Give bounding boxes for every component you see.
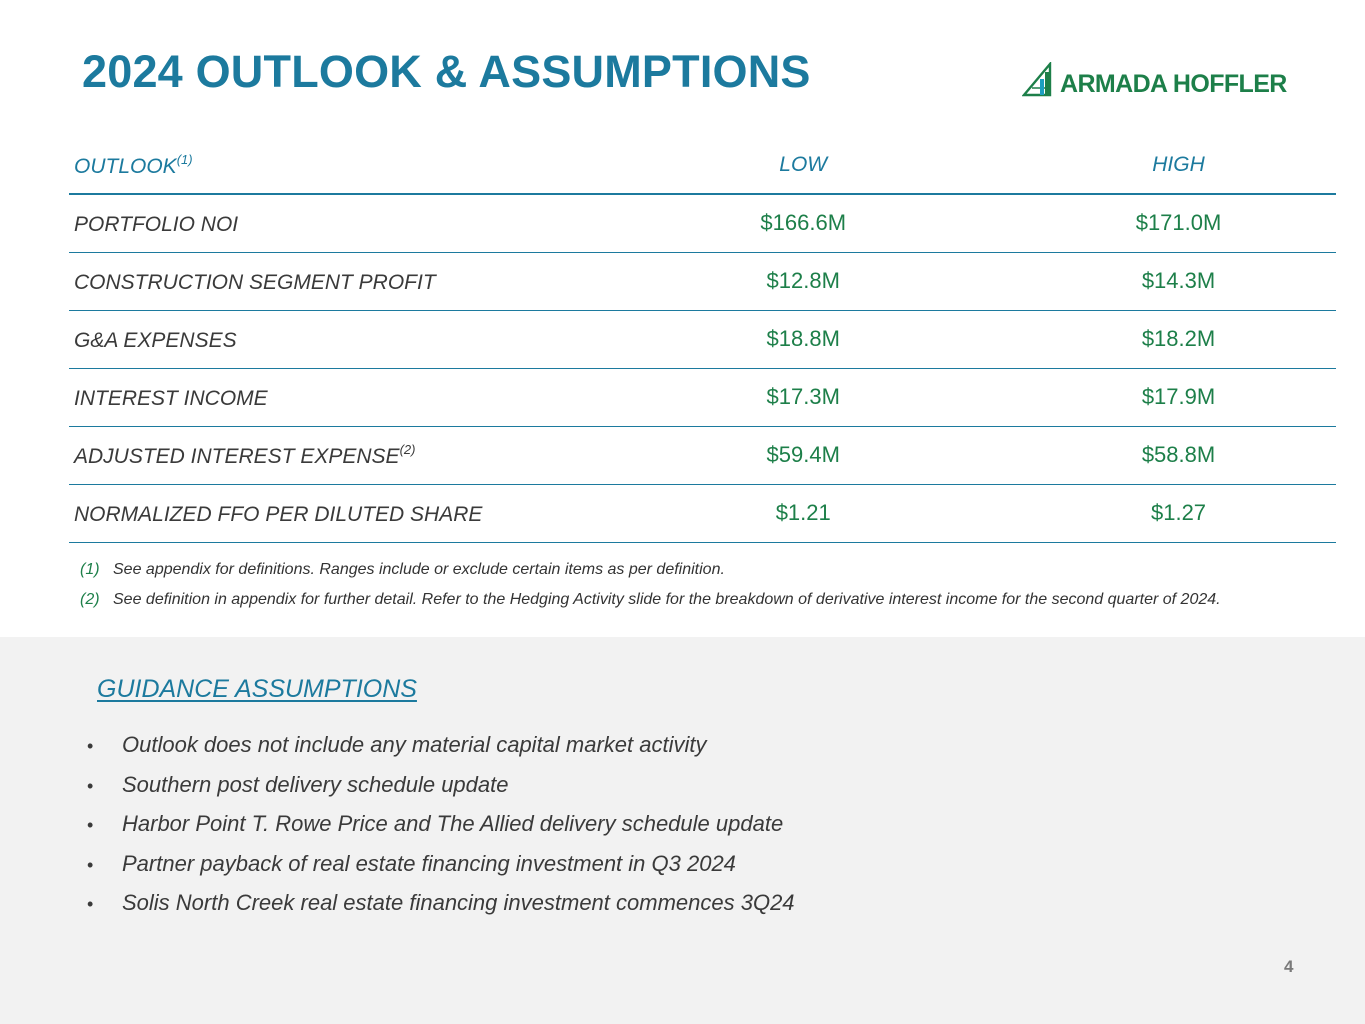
low-value: $59.4M bbox=[585, 426, 1021, 484]
table-row bbox=[69, 368, 1336, 426]
list-item: • Solis North Creek real estate financing investment commences 3Q24 bbox=[87, 890, 795, 916]
footnote-text: See definition in appendix for further detail. Refer to the Hedging Activity slide for the breakdown of derivative interest income for the second quarter of 2024. bbox=[113, 591, 1221, 608]
bullet-icon: • bbox=[87, 854, 94, 875]
list-item: • Harbor Point T. Rowe Price and The Allied delivery schedule update bbox=[87, 811, 784, 837]
row-label: ADJUSTED INTEREST EXPENSE$^{(2)}$ bbox=[69, 426, 585, 484]
armada-hoffler-logo-icon bbox=[1022, 62, 1058, 100]
high-value: $171.0M bbox=[1021, 194, 1336, 252]
guidance-assumptions-panel bbox=[0, 637, 1365, 1024]
row-label: NORMALIZED FFO PER DILUTED SHARE bbox=[69, 484, 585, 542]
list-item: • Partner payback of real estate financing investment in Q3 2024 bbox=[87, 850, 736, 876]
bullet-icon: • bbox=[87, 815, 94, 836]
high-value: $58.8M bbox=[1021, 426, 1336, 484]
low-value: $17.3M bbox=[585, 368, 1021, 426]
guidance-assumptions-heading: GUIDANCE ASSUMPTIONS bbox=[97, 675, 417, 703]
table-row bbox=[69, 310, 1336, 368]
low-value: $166.6M bbox=[585, 194, 1021, 252]
logo-text: ARMADA HOFFLER bbox=[1060, 70, 1287, 98]
list-item: • Outlook does not include any material capital market activity bbox=[87, 732, 707, 757]
high-value: $17.9M bbox=[1021, 368, 1336, 426]
table-header-row bbox=[69, 137, 1336, 194]
high-value: $1.27 bbox=[1021, 484, 1336, 542]
row-label: INTEREST INCOME bbox=[69, 368, 585, 426]
bullet-icon: • bbox=[87, 894, 94, 915]
page-number: 4 bbox=[1284, 957, 1294, 976]
row-label: G&A EXPENSES bbox=[69, 310, 585, 368]
outlook-table bbox=[69, 137, 1336, 543]
footnote-number: (1) bbox=[80, 561, 100, 578]
table-row bbox=[69, 252, 1336, 310]
bullet-icon: • bbox=[87, 775, 94, 796]
footnote-number: (2) bbox=[80, 591, 100, 608]
page-title: 2024 OUTLOOK & ASSUMPTIONS bbox=[82, 46, 811, 97]
company-logo bbox=[1022, 62, 1302, 100]
footnote-text: See appendix for definitions. Ranges include or exclude certain items as per definition. bbox=[113, 561, 725, 578]
low-value: $1.21 bbox=[585, 484, 1021, 542]
assumptions-list bbox=[86, 732, 795, 930]
bullet-icon: • bbox=[87, 736, 94, 756]
column-header-low: LOW bbox=[585, 137, 1021, 194]
low-value: $18.8M bbox=[585, 310, 1021, 368]
column-header-outlook: OUTLOOK$^{(1)}$ bbox=[69, 137, 585, 194]
high-value: $18.2M bbox=[1021, 310, 1336, 368]
footnote bbox=[80, 590, 1221, 620]
table-row bbox=[69, 194, 1336, 252]
table-row bbox=[69, 484, 1336, 542]
footnotes bbox=[80, 560, 1221, 620]
row-label: PORTFOLIO NOI bbox=[69, 194, 585, 252]
high-value: $14.3M bbox=[1021, 252, 1336, 310]
footnote bbox=[80, 560, 1221, 590]
low-value: $12.8M bbox=[585, 252, 1021, 310]
list-item: • Southern post delivery schedule update bbox=[87, 771, 509, 797]
row-label: CONSTRUCTION SEGMENT PROFIT bbox=[69, 252, 585, 310]
table-row bbox=[69, 426, 1336, 484]
column-header-high: HIGH bbox=[1021, 137, 1336, 194]
